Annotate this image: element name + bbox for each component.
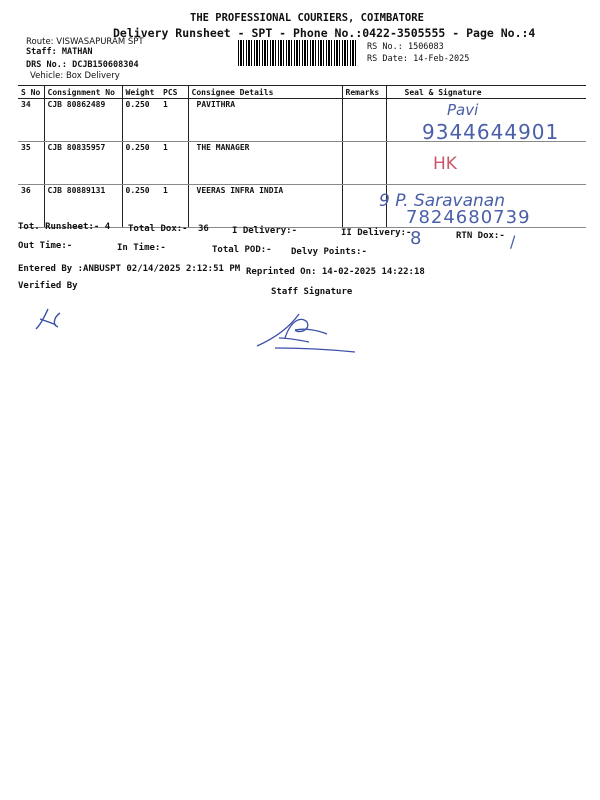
barcode-image <box>238 40 358 66</box>
staff-label: Staff: <box>26 47 57 57</box>
total-dox-value: 36 <box>198 224 209 234</box>
col-header-seal-signature: Seal & Signature <box>386 86 586 99</box>
cell-consignment: CJB 80835957 <box>44 142 122 185</box>
cell-pcs: 1 <box>160 142 188 185</box>
ii-delivery-label: II Delivery:- <box>341 228 412 238</box>
tot-runsheet: Tot. Runsheet:- 4 <box>18 222 111 232</box>
drs-label: DRS No.: <box>26 60 67 70</box>
staff-value: MATHAN <box>61 47 93 57</box>
cell-consignee: VEERAS INFRA INDIA <box>188 185 342 228</box>
cell-consignment: CJB 80889131 <box>44 185 122 228</box>
drs-line <box>26 60 139 70</box>
table-row <box>18 142 586 185</box>
vehicle-value: Box Delivery <box>65 71 120 81</box>
handwritten-name-row3: 9 P. Saravanan <box>379 191 505 211</box>
cell-weight: 0.250 <box>122 142 160 185</box>
rtn-dox-label: RTN Dox:- <box>456 231 505 241</box>
rs-date-value: 14-Feb-2025 <box>413 54 470 64</box>
total-dox-label: Total Dox:- <box>128 224 188 234</box>
table-header-row <box>18 86 586 99</box>
handwritten-phone-row1: 9344644901 <box>422 120 560 144</box>
handwritten-ii-delivery: 8 <box>410 228 422 249</box>
cell-remarks <box>342 99 386 142</box>
rs-no-value: 1506083 <box>407 42 444 52</box>
handwritten-name-row1: Pavi <box>447 101 479 119</box>
staff-signature-label: Staff Signature <box>271 287 353 297</box>
cell-sno: 34 <box>18 99 44 142</box>
rs-date-label: RS Date: <box>367 54 408 64</box>
col-header-consignment: Consignment No <box>44 86 122 99</box>
staff-line <box>26 47 93 57</box>
verified-by-label: Verified By <box>18 281 78 291</box>
rs-no-line <box>367 42 444 52</box>
i-delivery-label: I Delivery:- <box>232 226 298 236</box>
cell-consignee: THE MANAGER <box>188 142 342 185</box>
cell-seal-signature <box>386 142 586 185</box>
vehicle-label: Vehicle: <box>30 71 64 81</box>
cell-remarks <box>342 142 386 185</box>
cell-consignment: CJB 80862489 <box>44 99 122 142</box>
company-name: THE PROFESSIONAL COURIERS, COIMBATORE <box>190 12 424 24</box>
col-header-weight: Weight <box>122 86 160 99</box>
in-time-label: In Time:- <box>117 243 166 253</box>
vehicle-line <box>30 71 120 81</box>
cell-weight: 0.250 <box>122 185 160 228</box>
total-pod-label: Total POD:- <box>212 245 272 255</box>
rs-date-line <box>367 54 469 64</box>
entered-by: Entered By :ANBUSPT 02/14/2025 2:12:51 PM <box>18 264 241 274</box>
col-header-consignee: Consignee Details <box>188 86 342 99</box>
handwritten-mark-row2: HK <box>433 154 457 174</box>
runsheet-title: Delivery Runsheet - SPT - Phone No.:0422-3505555 - Page No.:4 <box>113 26 536 40</box>
delvy-points-label: Delvy Points:- <box>291 247 367 257</box>
cell-pcs: 1 <box>160 185 188 228</box>
route-value: VISWASAPURAM SPT <box>56 37 144 47</box>
handwritten-phone-row3: 7824680739 <box>406 207 531 228</box>
handwritten-rtn-mark: / <box>510 232 516 251</box>
cell-weight: 0.250 <box>122 99 160 142</box>
verifier-signature <box>30 305 90 335</box>
cell-sno: 35 <box>18 142 44 185</box>
route-line <box>26 37 144 47</box>
col-header-pcs: PCS <box>160 86 188 99</box>
cell-sno: 36 <box>18 185 44 228</box>
cell-consignee: PAVITHRA <box>188 99 342 142</box>
drs-value: DCJB150608304 <box>72 60 139 70</box>
route-label: Route: <box>26 37 54 47</box>
out-time-label: Out Time:- <box>18 241 73 251</box>
staff-signature <box>255 308 365 356</box>
rs-no-label: RS No.: <box>367 42 403 52</box>
col-header-sno: S No <box>18 86 44 99</box>
cell-pcs: 1 <box>160 99 188 142</box>
reprinted-on: Reprinted On: 14-02-2025 14:22:18 <box>246 267 425 277</box>
col-header-remarks: Remarks <box>342 86 386 99</box>
